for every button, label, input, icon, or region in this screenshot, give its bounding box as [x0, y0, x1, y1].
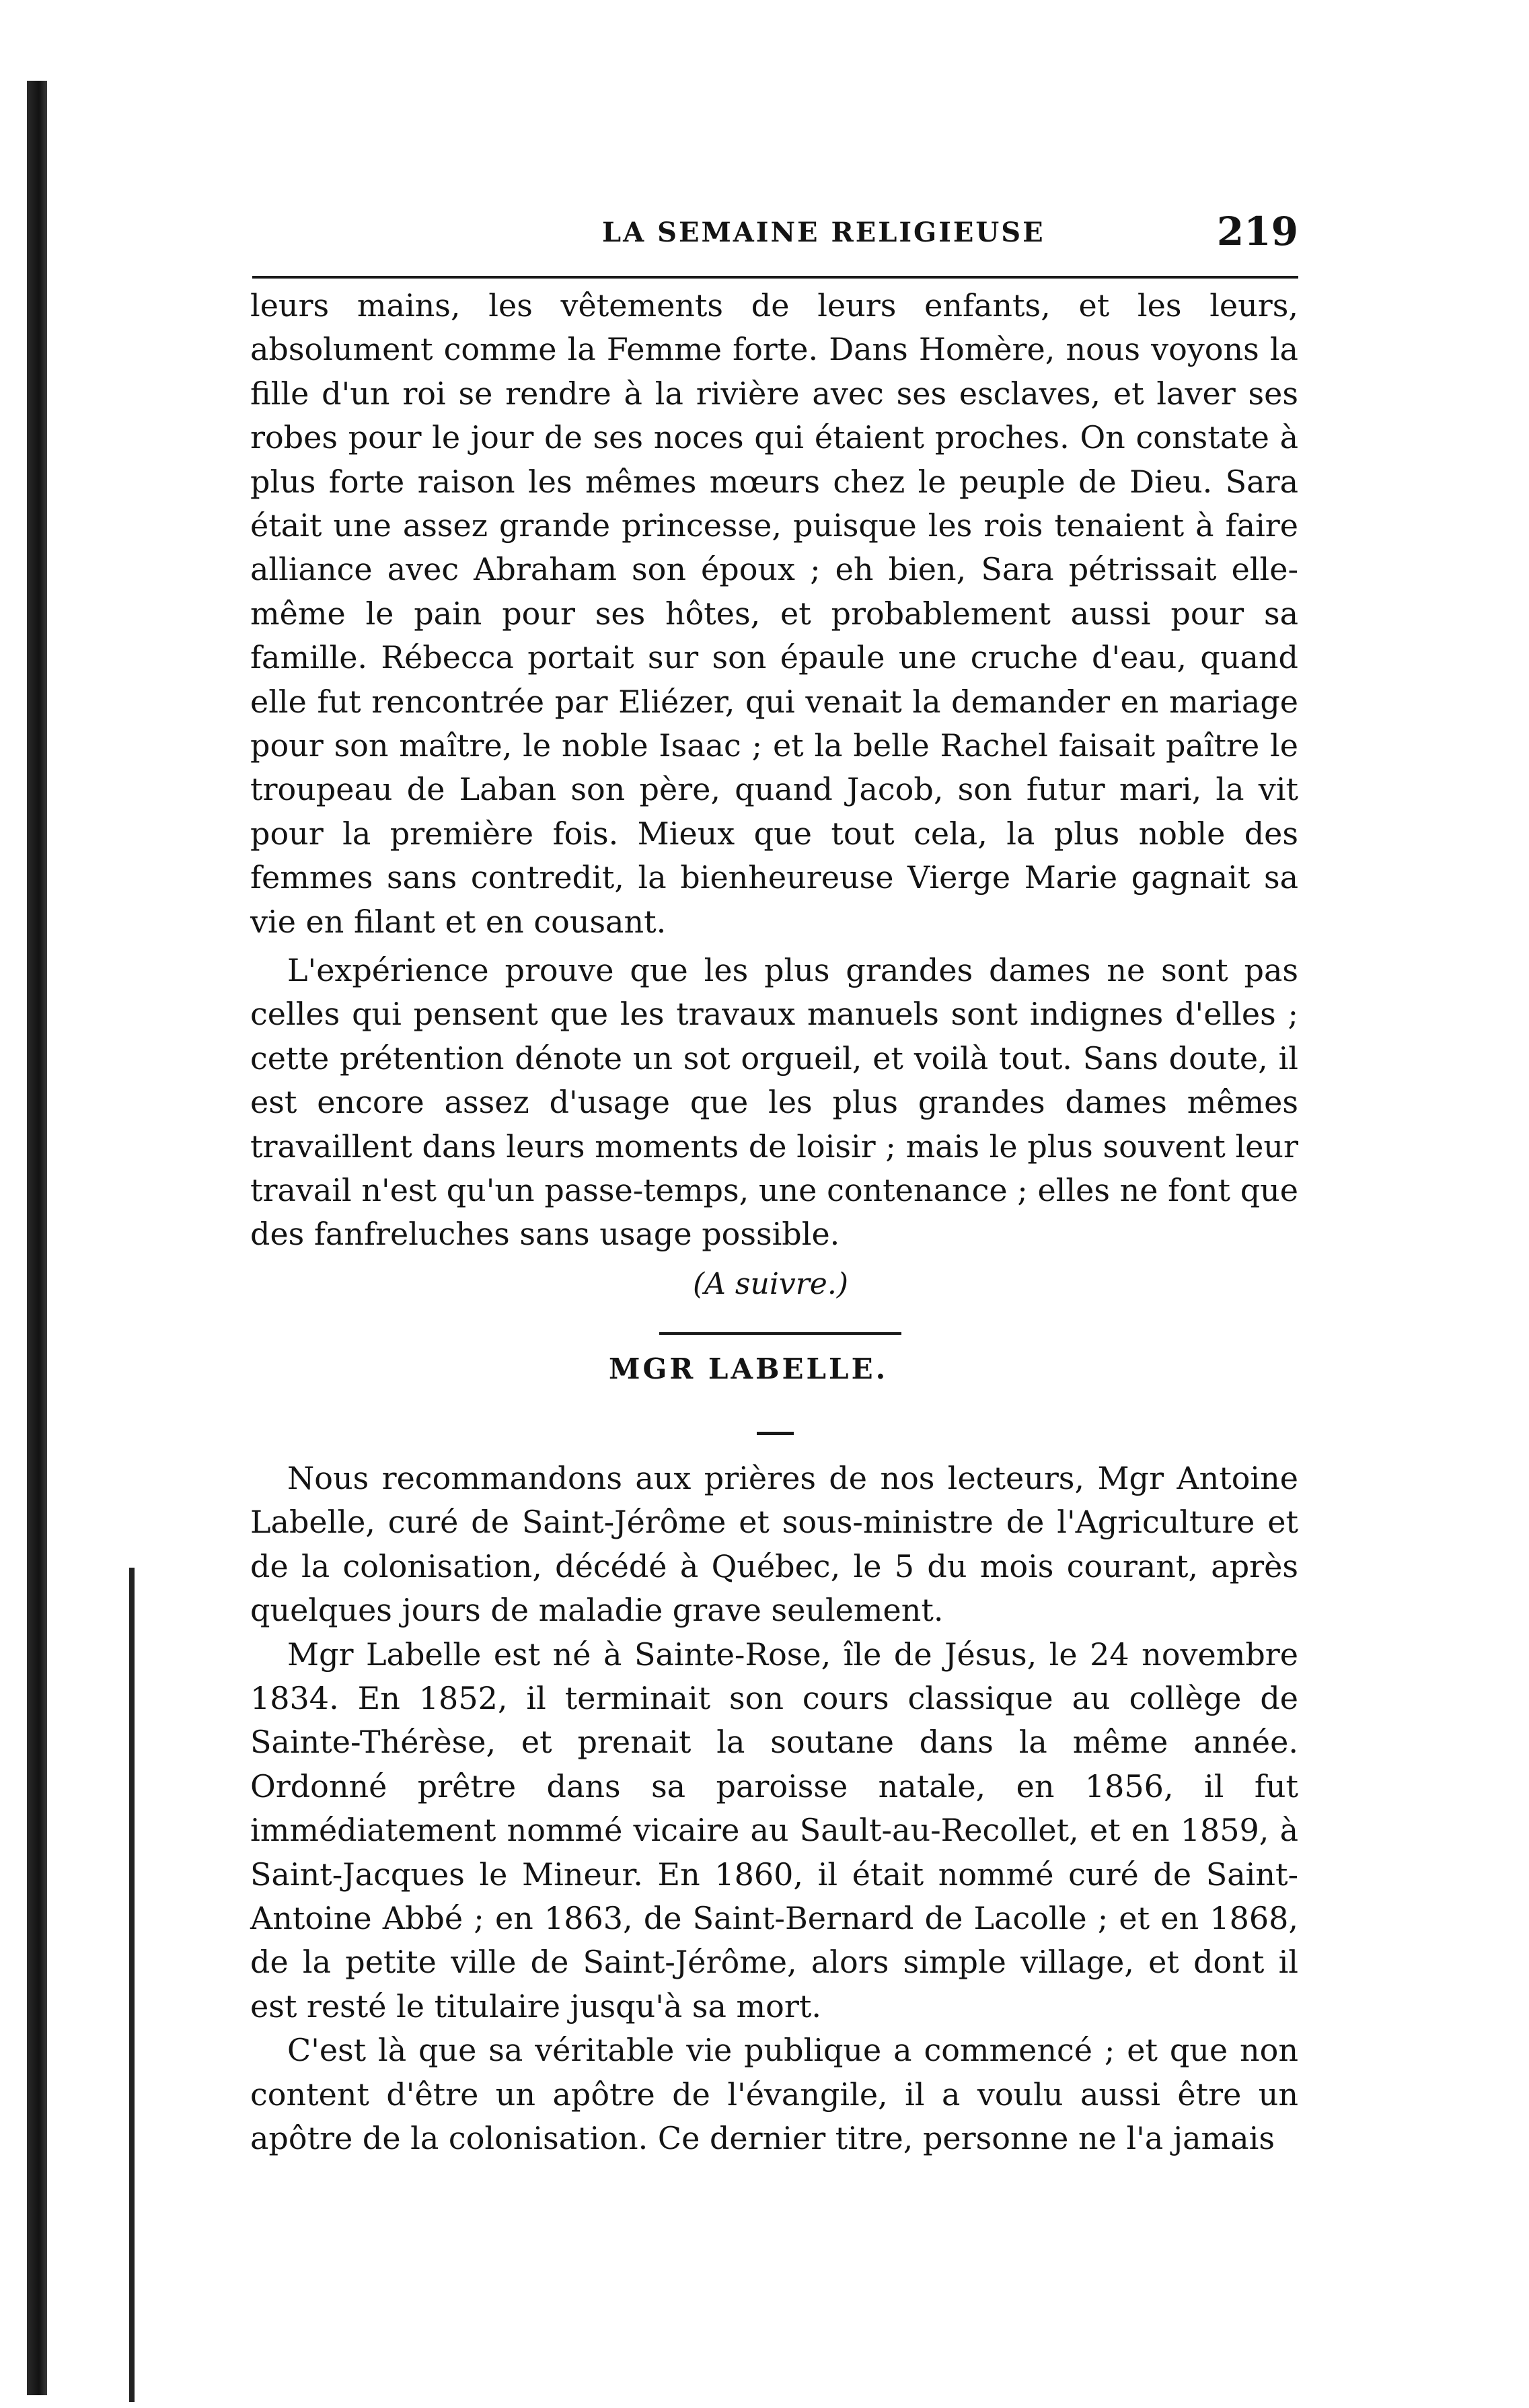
paragraph: Nous recommandons aux prières de nos lecteurs, Mgr Antoine Labelle, curé de Saint-Jérôme et sous-ministre de l'Agriculture et de la colonisation, décédé à Québec, le 5 du mois courant, après quelques jours de maladie grave seulement.: [250, 1460, 1298, 1629]
heading-dash: [757, 1432, 794, 1435]
page-header: [249, 209, 1298, 262]
paragraph-block: [250, 949, 1298, 1257]
page-number: 219: [1216, 209, 1298, 254]
section-separator-rule: [659, 1332, 901, 1335]
section-heading: MGR LABELLE.: [609, 1352, 889, 1385]
running-title: LA SEMAINE RELIGIEUSE: [602, 217, 1045, 248]
article-body: [250, 1457, 1298, 2161]
page-binding-edge: [27, 81, 47, 2395]
continuation-note: (A suivre.): [693, 1267, 848, 1301]
paragraph: L'expérience prouve que les plus grandes dames ne sont pas celles qui pensent que les travaux manuels sont indignes d'elles ; cette prétention dénote un sot orgueil, et voilà tout. Sans doute, il est encore assez d'usage que les plus grandes dames mêmes travaillent dans leurs moments de loisir ; mais le plus souvent leur travail n'est qu'un passe-temps, une contenance ; elles ne font que des fanfreluches sans usage possible.: [250, 952, 1298, 1253]
header-rule: [252, 276, 1298, 279]
continued-paragraph-block: [250, 284, 1298, 944]
paragraph: leurs mains, les vêtements de leurs enfants, et les leurs, absolument comme la Femme forte. Dans Homère, nous voyons la fille d'un roi se rendre à la rivière avec ses esclaves, et laver ses robes pour le jour de ses noces qui étaient proches. On constate à plus forte raison les mêmes mœurs chez le peuple de Dieu. Sara était une assez grande princesse, puisque les rois tenaient à faire alliance avec Abraham son époux ; eh bien, Sara pétrissait elle-même le pain pour ses hôtes, et probablement aussi pour sa famille. Rébecca portait sur son épaule une cruche d'eau, quand elle fut rencontrée par Eliézer, qui venait la demander en mariage pour son maître, le noble Isaac ; et la belle Rachel faisait paître le troupeau de Laban son père, quand Jacob, son futur mari, la vit pour la première fois. Mieux que tout cela, la plus noble des femmes sans contredit, la bienheureuse Vierge Marie gagnait sa vie en filant et en cousant.: [250, 287, 1298, 940]
paragraph: C'est là que sa véritable vie publique a commencé ; et que non content d'être un apôtre de l'évangile, il a voulu aussi être un apôtre de la colonisation. Ce dernier titre, personne ne l'a jamais: [250, 2032, 1298, 2157]
paragraph: Mgr Labelle est né à Sainte-Rose, île de Jésus, le 24 novembre 1834. En 1852, il terminait son cours classique au collège de Sainte-Thérèse, et prenait la soutane dans la même année. Ordonné prêtre dans sa paroisse natale, en 1856, il fut immédiatement nommé vicaire au Sault-au-Recollet, et en 1859, à Saint-Jacques le Mineur. En 1860, il était nommé curé de Saint-Antoine Abbé ; en 1863, de Saint-Bernard de Lacolle ; et en 1868, de la petite ville de Saint-Jérôme, alors simple village, et dont il est resté le titulaire jusqu'à sa mort.: [250, 1636, 1298, 2024]
page-binding-shadow: [129, 1568, 135, 2402]
